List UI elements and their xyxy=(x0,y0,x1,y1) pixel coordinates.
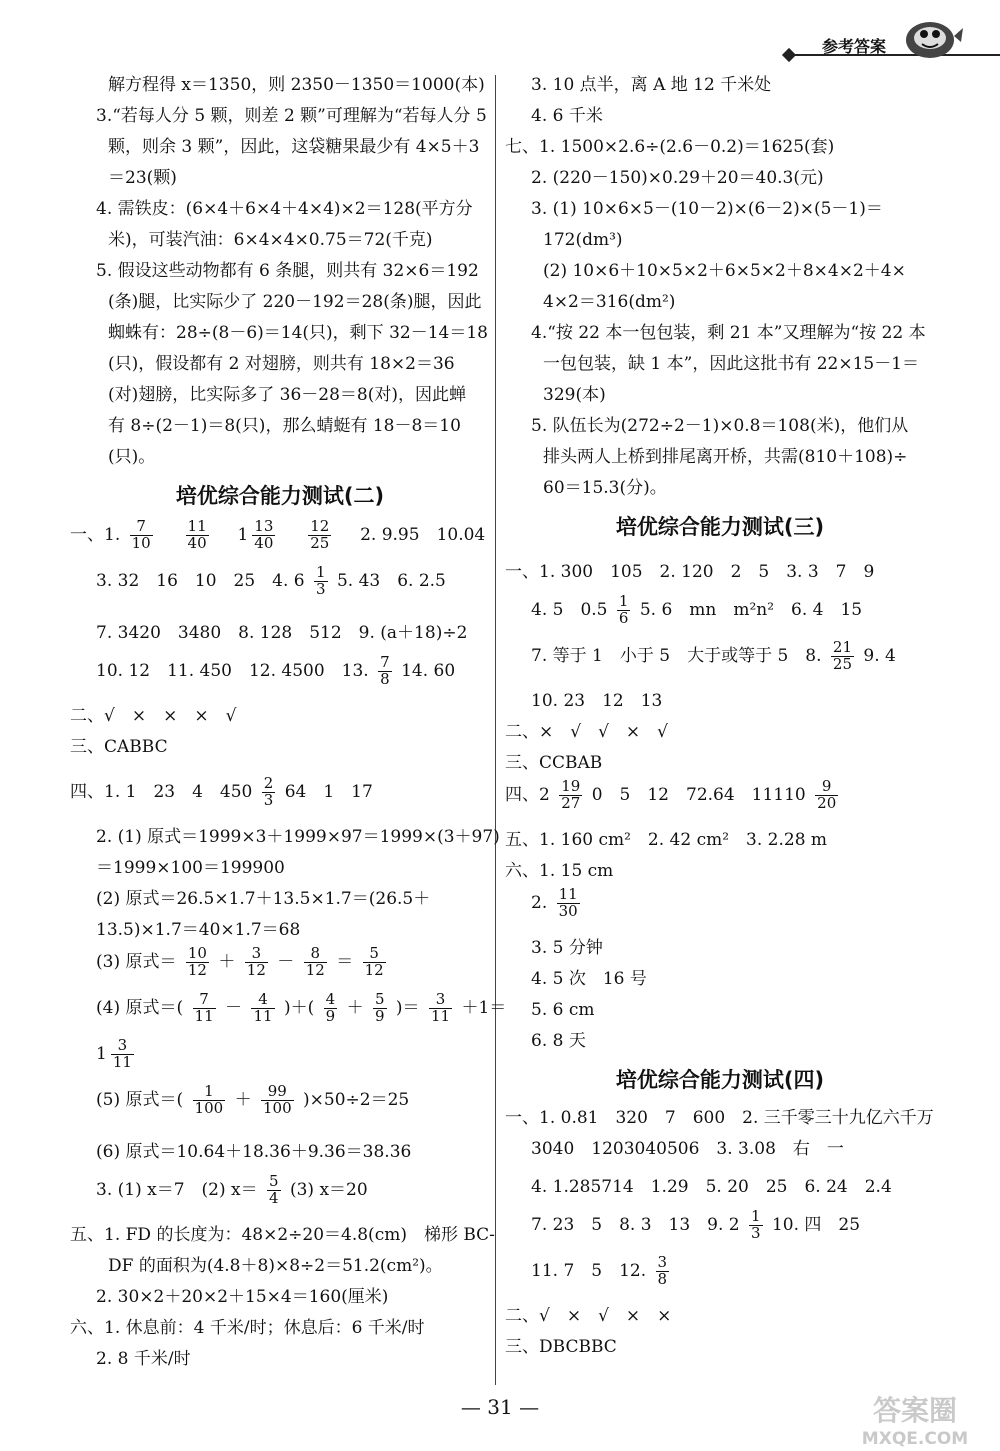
numerator: 2 xyxy=(263,774,274,792)
text-run: 10. 四 25 xyxy=(771,1214,861,1235)
fraction xyxy=(617,594,631,627)
text-run: 2. xyxy=(531,892,548,913)
text-run: 一、1. xyxy=(70,524,121,545)
watermark-bottom: MXQE.COM xyxy=(861,1429,969,1449)
text-run: (4) 原式＝( xyxy=(96,997,184,1018)
text-line: 4. 需铁皮：(6×4＋6×4＋4×4)×2＝128(平方分 xyxy=(96,199,473,219)
column-divider xyxy=(495,75,496,1385)
numerator: 8 xyxy=(304,946,327,963)
text-run: )×50÷2＝25 xyxy=(303,1089,410,1110)
operator: )＋( xyxy=(283,997,315,1018)
answer-line: 4. 1.285714 1.29 5. 20 25 6. 24 2.4 xyxy=(531,1177,892,1197)
fraction xyxy=(267,1174,281,1207)
denominator: 12 xyxy=(246,960,266,979)
fraction xyxy=(373,992,387,1025)
denominator: 25 xyxy=(832,654,853,673)
answer-line xyxy=(70,946,490,992)
answer-line xyxy=(70,565,490,611)
answer-line: 2. 30×2＋20×2＋15×4＝160(厘米) xyxy=(96,1287,389,1307)
text-run: 64 1 17 xyxy=(284,781,373,802)
numerator: 1 xyxy=(316,563,326,581)
text-line: 一包包装，缺 1 本”，因此这批书有 22×15－1＝ xyxy=(543,354,920,374)
text-run: 7. 23 5 8. 3 13 9. 2 xyxy=(531,1214,740,1235)
answer-line: (6) 原式＝10.64＋18.36＋9.36＝38.36 xyxy=(96,1142,412,1162)
answer-line xyxy=(70,776,490,822)
answer-line: 六、1. 休息前：4 千米/时；休息后：6 千米/时 xyxy=(70,1318,425,1338)
answer-line: 二、√ × √ × × xyxy=(505,1306,672,1326)
fraction xyxy=(262,776,276,809)
answer-line xyxy=(505,779,935,825)
answer-line: 五、1. 160 cm² 2. 42 cm² 3. 2.28 m xyxy=(505,830,828,850)
answer-line: 三、CABBC xyxy=(70,737,168,757)
whole-number: 1 xyxy=(96,1043,107,1064)
header-label: 参考答案 xyxy=(822,37,887,56)
answer-line: 5. 6 cm xyxy=(531,1000,595,1020)
text-run: 0 5 12 72.64 11110 xyxy=(591,784,806,805)
text-line: 5. 队伍长为(272÷2－1)×0.8＝108(米)，他们从 xyxy=(531,416,909,436)
operator: )＝ xyxy=(395,997,420,1018)
text-run: 四、2 xyxy=(505,784,550,805)
answer-line xyxy=(505,640,935,686)
section-title: 培优综合能力测试(四) xyxy=(615,1068,825,1092)
text-line: 排头两人上桥到排尾离开桥，共需(810＋108)÷ xyxy=(543,447,908,467)
fraction xyxy=(749,1209,763,1242)
page-header xyxy=(0,0,1000,80)
numerator: 7 xyxy=(130,519,153,536)
text-line: (条)腿，比实际少了 220－192＝28(条)腿，因此 xyxy=(108,292,482,312)
page-number: — 31 — xyxy=(460,1395,540,1419)
answer-line: DF 的面积为(4.8＋8)×8÷2＝51.2(cm²)。 xyxy=(108,1256,443,1276)
numerator: 5 xyxy=(269,1172,279,1190)
answer-line: 一、1. 0.81 320 7 600 2. 三千零三十九亿六千万 xyxy=(505,1108,934,1128)
answer-line: 6. 8 天 xyxy=(531,1031,586,1051)
denominator: 12 xyxy=(187,960,207,979)
operator: ＝ xyxy=(336,951,354,972)
text-line: 有 8÷(2－1)＝8(只)，那么蜻蜓有 18－8＝10 xyxy=(108,416,461,436)
text-run: 四、1. 1 23 4 450 xyxy=(70,781,253,802)
denominator: 6 xyxy=(618,608,629,627)
text-run: 3. 32 16 10 25 4. 6 xyxy=(96,570,305,591)
operator: ＋ xyxy=(234,1089,252,1110)
numerator: 10 xyxy=(187,944,207,962)
denominator: 12 xyxy=(364,960,384,979)
answer-line: 13.5)×1.7＝40×1.7＝68 xyxy=(96,920,301,940)
denominator: 12 xyxy=(305,960,325,979)
watermark-top: 答案圈 xyxy=(872,1394,958,1427)
text-line: 七、1. 1500×2.6÷(2.6－0.2)＝1625(套) xyxy=(505,137,835,157)
denominator: 27 xyxy=(561,793,581,812)
numerator: 3 xyxy=(429,992,452,1009)
denominator: 30 xyxy=(558,901,578,920)
answer-line: 4. 5 次 16 号 xyxy=(531,969,647,989)
denominator: 100 xyxy=(262,1098,292,1117)
denominator: 10 xyxy=(131,533,151,552)
numerator: 12 xyxy=(310,517,330,535)
fraction xyxy=(815,779,838,812)
section-title: 培优综合能力测试(三) xyxy=(615,515,825,539)
text-line: 3.“若每人分 5 颗，则差 2 颗”可理解为“若每人分 5 xyxy=(96,106,487,126)
answer-line: 3. 5 分钟 xyxy=(531,938,603,958)
text-line: 米)，可装汽油：6×4×4×0.75＝72(千克) xyxy=(108,230,433,250)
numerator: 19 xyxy=(561,777,581,795)
denominator: 11 xyxy=(430,1006,451,1025)
answer-line: 2. (1) 原式＝1999×3＋1999×97＝1999×(3＋97) xyxy=(96,827,500,847)
answer-line: 一、1. 300 105 2. 120 2 5 3. 3 7 9 xyxy=(505,562,875,582)
operator: － xyxy=(277,951,295,972)
numerator: 11 xyxy=(558,885,578,903)
text-line: 172(dm³) xyxy=(543,230,623,250)
text-line: 2. (220－150)×0.29＋20＝40.3(元) xyxy=(531,168,824,188)
watermark-logo xyxy=(840,1390,990,1450)
text-run: 11. 7 5 12. xyxy=(531,1260,647,1281)
fraction xyxy=(130,519,153,552)
fraction xyxy=(656,1255,670,1288)
denominator: 40 xyxy=(187,533,207,552)
section-title: 培优综合能力测试(二) xyxy=(175,484,385,508)
answer-line xyxy=(70,990,507,1038)
operator: ＋ xyxy=(346,997,364,1018)
text-line: 颗，则余 3 颗”，因此，这袋糖果最少有 4×5＋3 xyxy=(108,137,480,157)
answer-line: (2) 原式＝26.5×1.7＋13.5×1.7＝(26.5＋ xyxy=(96,889,431,909)
text-line: 4×2＝316(dm²) xyxy=(543,292,676,312)
answer-line: 二、× √ √ × √ xyxy=(505,722,668,742)
fraction xyxy=(314,565,328,598)
answer-line: 五、1. FD 的长度为：48×2÷20＝4.8(cm) 梯形 BC- xyxy=(70,1225,495,1245)
whole-number: 1 xyxy=(237,524,249,545)
numerator: 4 xyxy=(325,990,336,1008)
answer-line xyxy=(505,1255,935,1301)
numerator: 1 xyxy=(751,1207,761,1225)
denominator: 8 xyxy=(380,669,390,688)
denominator: 40 xyxy=(254,533,274,552)
text-line: (只)，假设都有 2 对翅膀，则共有 18×2＝36 xyxy=(108,354,455,374)
answer-line: 三、CCBAB xyxy=(505,753,603,773)
answer-line: ＝1999×100＝199900 xyxy=(96,858,285,878)
denominator: 4 xyxy=(269,1188,279,1207)
answer-line: 三、DBCBBC xyxy=(505,1337,617,1357)
numerator: 5 xyxy=(374,990,385,1008)
answer-line: 3040 1203040506 3. 3.08 右 一 xyxy=(531,1139,844,1159)
operator: － xyxy=(225,997,243,1018)
text-line: 3. 10 点半，离 A 地 12 千米处 xyxy=(531,75,772,95)
fraction xyxy=(324,992,338,1025)
fraction xyxy=(186,519,209,552)
text-run: 5. 43 6. 2.5 xyxy=(336,570,446,591)
answer-line xyxy=(70,655,490,701)
denominator: 3 xyxy=(751,1223,761,1242)
answer-line xyxy=(70,1174,490,1220)
numerator: 3 xyxy=(245,946,268,963)
denominator: 20 xyxy=(817,793,837,812)
text-run: (5) 原式＝( xyxy=(96,1089,184,1110)
left-column xyxy=(70,70,507,1375)
denominator: 11 xyxy=(194,1006,214,1025)
answer-line xyxy=(70,1038,490,1084)
numerator: 99 xyxy=(261,1084,294,1101)
answer-line: 2. 8 千米/时 xyxy=(96,1349,191,1369)
text-line: (只)。 xyxy=(108,447,156,467)
text-run: 3. (1) x＝7 (2) x＝ xyxy=(96,1179,258,1200)
right-column xyxy=(505,70,935,1363)
fraction xyxy=(559,779,582,812)
answer-line xyxy=(70,519,490,565)
fraction xyxy=(557,887,580,920)
text-run: 2. 9.95 10.04 xyxy=(360,524,486,545)
denominator: 9 xyxy=(374,1006,385,1025)
answer-line: 二、√ × × × √ xyxy=(70,706,237,726)
numerator: 3 xyxy=(657,1253,668,1271)
header-rule xyxy=(790,54,1000,56)
answer-line: 7. 3420 3480 8. 128 512 9. (a＋18)÷2 xyxy=(96,623,468,643)
fraction xyxy=(193,1084,226,1117)
numerator: 11 xyxy=(187,517,207,535)
fraction xyxy=(111,1038,134,1071)
denominator: 3 xyxy=(263,790,274,809)
text-line: 5. 假设这些动物都有 6 条腿，则共有 32×6＝192 xyxy=(96,261,479,281)
numerator: 9 xyxy=(815,779,838,796)
text-line: (对)翅膀，比实际多了 36－28＝8(对)，因此蝉 xyxy=(108,385,467,405)
denominator: 9 xyxy=(325,1006,336,1025)
answer-line: 六、1. 15 cm xyxy=(505,861,614,881)
text-line: (2) 10×6＋10×5×2＋6×5×2＋8×4×2＋4× xyxy=(543,261,906,281)
text-run: 9. 4 xyxy=(863,645,896,666)
numerator: 5 xyxy=(363,946,386,963)
numerator: 7 xyxy=(380,653,390,671)
numerator: 1 xyxy=(618,592,629,610)
numerator: 7 xyxy=(193,992,216,1009)
operator: ＋ xyxy=(218,951,236,972)
answer-line: 10. 23 12 13 xyxy=(531,691,663,711)
denominator: 11 xyxy=(253,1006,273,1025)
text-line: 蜘蛛有：28÷(8－6)＝14(只)，剩下 32－14＝18 xyxy=(108,323,488,343)
text-line: ＝23(颗) xyxy=(108,168,177,188)
text-line: 4. 6 千米 xyxy=(531,106,603,126)
text-line: 解方程得 x＝1350，则 2350－1350＝1000(本) xyxy=(108,75,485,95)
fraction xyxy=(252,519,275,552)
numerator: 13 xyxy=(254,517,274,535)
answer-line xyxy=(505,594,935,640)
numerator: 3 xyxy=(111,1038,134,1055)
denominator: 100 xyxy=(194,1098,224,1117)
fraction xyxy=(831,640,854,673)
numerator: 4 xyxy=(251,992,274,1009)
text-line: 3. (1) 10×6×5－(10－2)×(6－2)×(5－1)＝ xyxy=(531,199,883,219)
numerator: 1 xyxy=(193,1084,226,1101)
denominator: 8 xyxy=(657,1269,668,1288)
denominator: 25 xyxy=(310,533,330,552)
answer-line xyxy=(505,887,935,933)
fraction xyxy=(193,992,216,1025)
text-line: 60＝15.3(分)。 xyxy=(543,478,667,498)
fraction xyxy=(251,992,274,1025)
text-run: 14. 60 xyxy=(401,660,456,681)
fraction xyxy=(363,946,386,979)
answer-line xyxy=(70,1084,490,1130)
fraction xyxy=(308,519,331,552)
text-run: 10. 12 11. 450 12. 4500 13. xyxy=(96,660,369,681)
fraction xyxy=(261,1084,294,1117)
denominator: 3 xyxy=(316,579,326,598)
text-run: 5. 6 mn m²n² 6. 4 15 xyxy=(639,599,863,620)
text-run: ＋1＝ xyxy=(461,997,507,1018)
fraction xyxy=(186,946,209,979)
text-run: 7. 等于 1 小于 5 大于或等于 5 8. xyxy=(531,645,822,666)
text-run: (3) x＝20 xyxy=(289,1179,368,1200)
denominator: 11 xyxy=(112,1052,132,1071)
text-line: 329(本) xyxy=(543,385,606,405)
fraction xyxy=(245,946,268,979)
text-line: 4.“按 22 本一包包装，剩 21 本”又理解为“按 22 本 xyxy=(531,323,926,343)
fraction xyxy=(304,946,327,979)
mascot-icon xyxy=(900,10,964,64)
fraction xyxy=(378,655,392,688)
fraction xyxy=(429,992,452,1025)
answer-line xyxy=(505,1209,935,1255)
numerator: 21 xyxy=(832,638,853,656)
text-run: (3) 原式＝ xyxy=(96,951,177,972)
text-run: 4. 5 0.5 xyxy=(531,599,608,620)
